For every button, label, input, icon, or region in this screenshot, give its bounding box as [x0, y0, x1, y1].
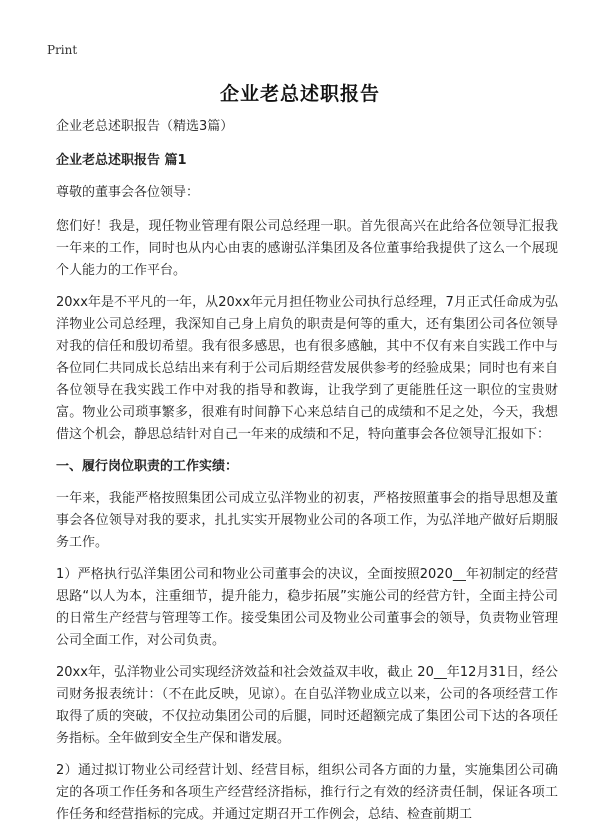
document-body	[56, 116, 558, 836]
greeting: 尊敬的董事会各位领导：	[56, 185, 200, 200]
print-label: Print	[47, 43, 78, 57]
article-heading: 企业老总述职报告 篇1	[56, 153, 187, 168]
paragraph: 一年来，我能严格按照集团公司成立弘洋物业的初衷，严格按照董事会的指导思想及董事会各位领导对我的要求，扎扎实实开展物业公司的各项工作，为弘洋地产做好后期服务工作。	[56, 491, 558, 550]
paragraph: 20xx年，弘洋物业公司实现经济效益和社会效益双丰收，截止 20__年12月31日，经公司财务报表统计：（不在此反映，见谅）。在自弘洋物业成立以来，公司的各项经营工作取得了质的突破，不仅拉动集团公司的后腿，同时还超额完成了集团公司下达的各项任务指标。全年做到安全生产保和谐发展。	[56, 665, 558, 746]
paragraph: 2）通过拟订物业公司经营计划、经营目标，组织公司各方面的力量，实施集团公司确定的各项工作任务和各项生产经营经济指标，推行行之有效的经济责任制，保证各项工作任务和经营指标的完成。并通过定期召开工作例会，总结、检查前期工	[56, 763, 558, 822]
paragraph: 20xx年是不平凡的一年，从20xx年元月担任物业公司执行总经理，7月正式任命成为弘洋物业公司总经理，我深知自己身上肩负的职责是何等的重大，还有集团公司各位领导对我的信任和殷切希望。我有很多感思，也有很多感触，其中不仅有来自实践工作中与各位同仁共同成长总结出来有利于公司后期经营发展供参考的经验成果；同时也有来自各位领导在我实践工作中对我的指导和教诲，让我学到了更能胜任这一职位的宝贵财富。物业公司琐事繁多，很难有时间静下心来总结自己的成绩和不足之处，今天，我想借这个机会，静思总结针对自己一年来的成绩和不足，特向董事会各位领导汇报如下：	[56, 295, 558, 442]
document-subtitle: 企业老总述职报告（精选3篇）	[56, 119, 234, 134]
document-title: 企业老总述职报告	[219, 83, 380, 105]
paragraph: 1）严格执行弘洋集团公司和物业公司董事会的决议，全面按照2020__年初制定的经营思路“以人为本，注重细节，提升能力，稳步拓展”实施公司的经营方针，全面主持公司的日常生产经营与管理等工作。接受集团公司及物业公司董事会的领导，负责物业管理公司全面工作，对公司负责。	[56, 567, 558, 648]
paragraph: 您们好！我是，现任物业管理有限公司总经理一职。首先很高兴在此给各位领导汇报我一年来的工作，同时也从内心由衷的感谢弘洋集团及各位董事给我提供了这么一个展现个人能力的工作平台。	[56, 219, 558, 278]
section-heading: 一、履行岗位职责的工作实绩：	[56, 459, 239, 474]
